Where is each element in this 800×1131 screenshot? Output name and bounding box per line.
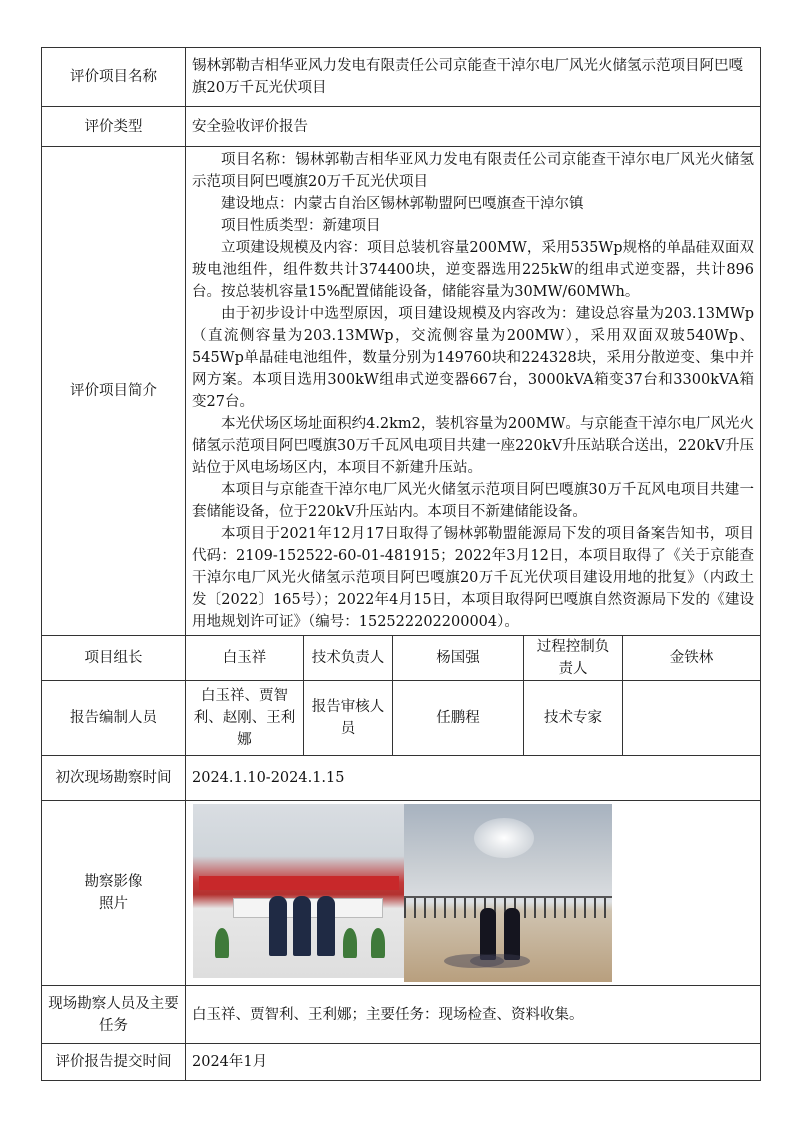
- row-submit-time: [42, 1044, 761, 1081]
- evaluation-info-table: [41, 47, 761, 1081]
- tech-lead-value: 杨国强: [393, 636, 524, 681]
- intro-paragraph: 本项目于2021年12月17日取得了锡林郭勒盟能源局下发的项目备案告知书，项目代码：2109-152522-60-01-481915；2022年3月12日，本项目取得了《关于京能查干淖尔电厂风光火储氢示范项目阿巴嘎旗20万千瓦光伏项目建设用地的批复》（内政土发〔2022〕165号）；2022年4月15日，本项目取得阿巴嘎旗自然资源局下发的《建设用地规划许可证》（编号：152522202200004）。: [192, 526, 755, 630]
- intro-paragraph: 建设地点：内蒙古自治区锡林郭勒盟阿巴嘎旗查干淖尔镇: [221, 196, 584, 212]
- authors-value: 白玉祥、贾智利、赵刚、王利娜: [186, 681, 304, 756]
- row-intro: [42, 147, 761, 636]
- authors-label: 报告编制人员: [42, 681, 186, 756]
- photos-label: [42, 801, 186, 986]
- leader-label: 项目组长: [42, 636, 186, 681]
- process-control-label: 过程控制负责人: [524, 636, 623, 681]
- row-project-name: [42, 48, 761, 107]
- survey-photo-office: [193, 804, 404, 978]
- survey-time-label: 初次现场勘察时间: [42, 756, 186, 801]
- project-name-label: 评价项目名称: [42, 48, 186, 107]
- intro-paragraph: 本项目与京能查干淖尔电厂风光火储氢示范项目阿巴嘎旗30万千瓦风电项目共建一套储能设备，位于220kV升压站内。本项目不新建储能设备。: [192, 482, 755, 520]
- row-team: [42, 636, 761, 681]
- survey-time-value: 2024.1.10-2024.1.15: [186, 756, 761, 801]
- expert-value: [623, 681, 761, 756]
- reviewer-label: 报告审核人员: [304, 681, 393, 756]
- survey-staff-label: 现场勘察人员及主要任务: [42, 986, 186, 1044]
- leader-value: 白玉祥: [186, 636, 304, 681]
- intro-paragraph: 本光伏场区场址面积约4.2km2，装机容量为200MW。与京能查干淖尔电厂风光火储氢示范项目阿巴嘎旗30万千瓦风电项目共建一座220kV升压站联合送出，220kV升压站位于风电场场区内，本项目不新建升压站。: [192, 416, 755, 476]
- intro-paragraph: 立项建设规模及内容：项目总装机容量200MW，采用535Wp规格的单晶硅双面双玻电池组件，组件数共计374400块，逆变器选用225kW的组串式逆变器，共计896台。按总装机容量15%配置储能设备，储能容量为30MW/60MWh。: [192, 240, 755, 300]
- submit-time-value: 2024年1月: [186, 1044, 761, 1081]
- eval-type-value: 安全验收评价报告: [186, 107, 761, 147]
- row-photos: [42, 801, 761, 986]
- intro-paragraph: 项目名称：锡林郭勒吉相华亚风力发电有限责任公司京能查干淖尔电厂风光火储氢示范项目阿巴嘎旗20万千瓦光伏项目: [192, 152, 755, 190]
- intro-label: 评价项目简介: [42, 147, 186, 636]
- intro-paragraph: 项目性质类型：新建项目: [221, 218, 381, 234]
- row-survey-time: [42, 756, 761, 801]
- photos-cell: [186, 801, 761, 986]
- row-survey-staff: [42, 986, 761, 1044]
- photos-label-text: 勘察影像照片: [84, 874, 143, 912]
- row-report: [42, 681, 761, 756]
- submit-time-label: 评价报告提交时间: [42, 1044, 186, 1081]
- intro-paragraph: 由于初步设计中选型原因，项目建设规模及内容改为：建设总容量为203.13MWp（直流侧容量为203.13MWp，交流侧容量为200MW），采用双面双玻540Wp、545Wp单晶硅电池组件，数量分别为149760块和224328块，采用分散逆变、集中并网方案。本项目选用300kW组串式逆变器667台，3000kVA箱变37台和3300kVA箱变27台。: [192, 306, 755, 410]
- survey-photo-site: [404, 804, 612, 982]
- reviewer-value: 任鹏程: [393, 681, 524, 756]
- row-eval-type: [42, 107, 761, 147]
- intro-body: [186, 147, 761, 636]
- tech-lead-label: 技术负责人: [304, 636, 393, 681]
- eval-type-label: 评价类型: [42, 107, 186, 147]
- project-name-value: 锡林郭勒吉相华亚风力发电有限责任公司京能查干淖尔电厂风光火储氢示范项目阿巴嘎旗20万千瓦光伏项目: [186, 48, 761, 107]
- survey-staff-value: 白玉祥、贾智利、王利娜；主要任务：现场检查、资料收集。: [186, 986, 761, 1044]
- expert-label: 技术专家: [524, 681, 623, 756]
- process-control-value: 金铁林: [623, 636, 761, 681]
- photo-banner: [199, 876, 399, 890]
